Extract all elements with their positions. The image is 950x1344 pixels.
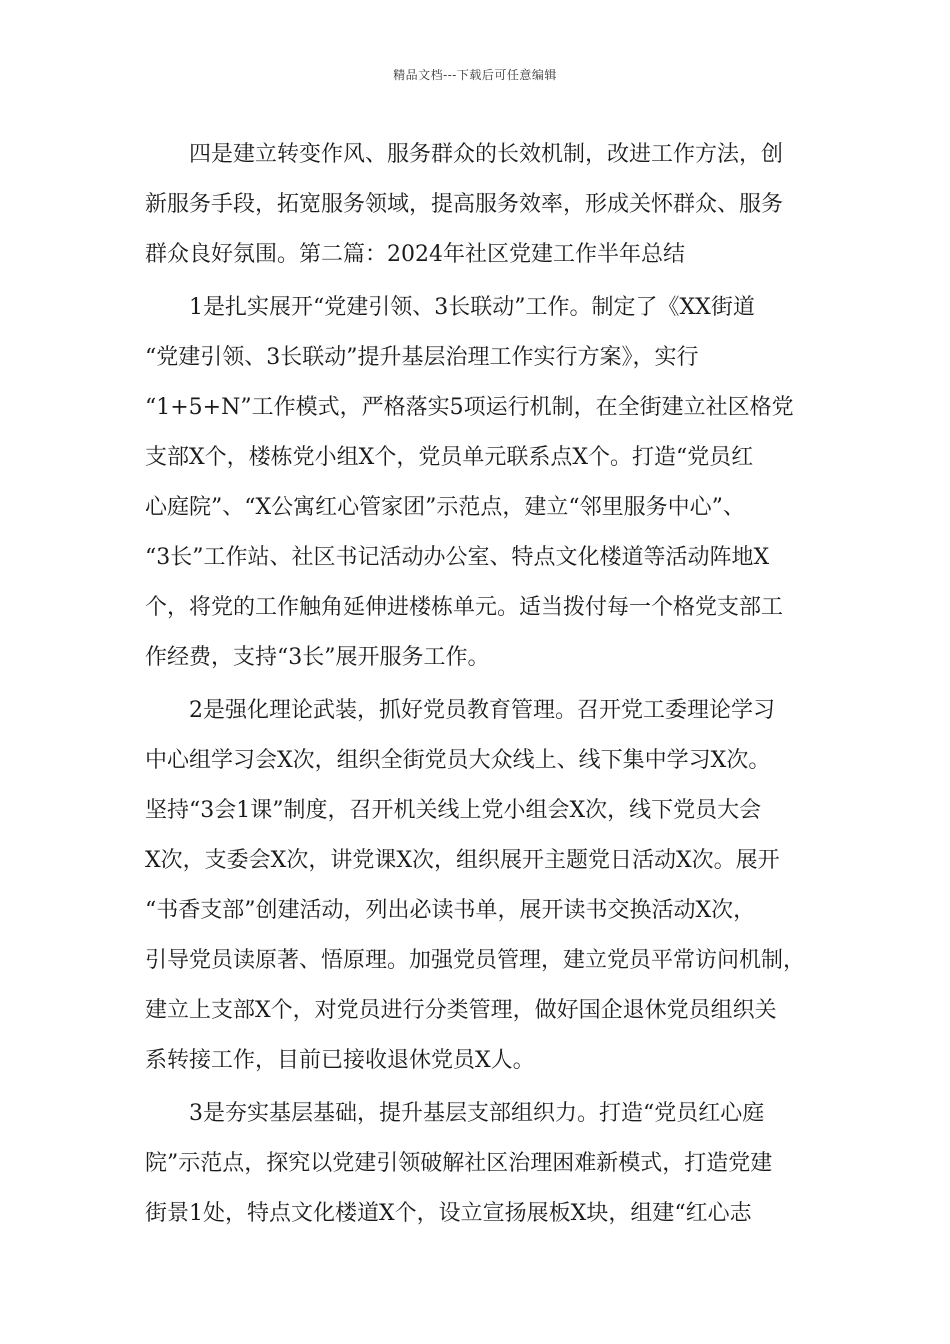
text-line: “3长”工作站、社区书记活动办公室、特点文化楼道等活动阵地X [145, 545, 770, 570]
document-body [145, 130, 825, 1239]
text-line: 引导党员读原著、悟原理。加强党员管理，建立党员平常访问机制， [145, 948, 806, 973]
text-line: 新服务手段，拓宽服务领域，提高服务效率，形成关怀群众、服务 [145, 192, 784, 217]
text-line: 群众良好氛围。第二篇：2024年社区党建工作半年总结 [145, 242, 685, 267]
paragraph-2 [145, 283, 825, 683]
text-line: 支部X个，楼栋党小组X个，党员单元联系点X个。打造“党员红 [145, 445, 754, 470]
text-line: 心庭院”、“X公寓红心管家团”示范点，建立“邻里服务中心”、 [145, 495, 745, 520]
paragraph-4 [145, 1089, 825, 1239]
page-header: 精品文档---下载后可任意编辑 [393, 68, 557, 82]
text-line: X次，支委会X次，讲党课X次，组织展开主题党日活动X次。展开 [145, 848, 780, 873]
paragraph-3 [145, 686, 825, 1086]
paragraph-1 [145, 130, 825, 280]
text-line: 系转接工作，目前已接收退休党员X人。 [145, 1048, 535, 1073]
text-line: 街景1处，特点文化楼道X个，设立宣扬展板X块，组建“红心志 [145, 1201, 752, 1226]
text-line: 1是扎实展开“党建引领、3长联动”工作。制定了《XX街道 [145, 295, 755, 320]
text-line: 3是夯实基层基础，提升基层支部组织力。打造“党员红心庭 [145, 1101, 765, 1126]
text-line: 院”示范点，探究以党建引领破解社区治理困难新模式，打造党建 [145, 1151, 773, 1176]
text-line: 四是建立转变作风、服务群众的长效机制，改进工作方法，创 [145, 142, 784, 167]
text-line: 2是强化理论武装，抓好党员教育管理。召开党工委理论学习 [145, 698, 775, 723]
text-line: 中心组学习会X次，组织全街党员大众线上、线下集中学习X次。 [145, 748, 771, 773]
text-line: 建立上支部X个，对党员进行分类管理，做好国企退休党员组织关 [145, 998, 777, 1023]
text-line: “党建引领、3长联动”提升基层治理工作实行方案》，实行 [145, 345, 699, 370]
text-line: “书香支部”创建活动，列出必读书单，展开读书交换活动X次， [145, 898, 756, 923]
text-line: 作经费，支持“3长”展开服务工作。 [145, 645, 490, 670]
text-line: “1+5+N”工作模式，严格落实5项运行机制，在全街建立社区格党 [145, 395, 794, 420]
text-line: 坚持“3会1课”制度，召开机关线上党小组会X次，线下党员大会 [145, 798, 762, 823]
text-line: 个，将党的工作触角延伸进楼栋单元。适当拨付每一个格党支部工 [145, 595, 784, 620]
